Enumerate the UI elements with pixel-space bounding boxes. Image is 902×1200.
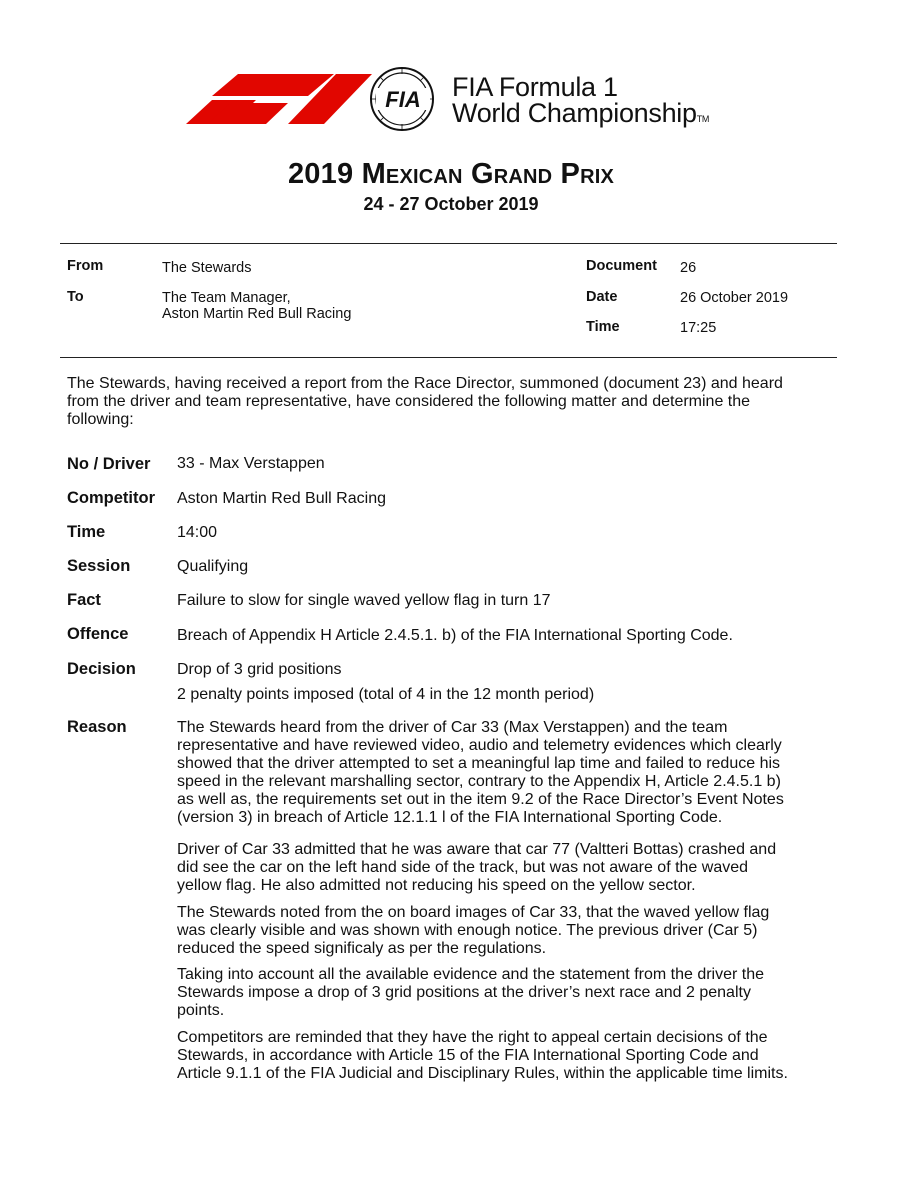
intro-line: following: (67, 411, 134, 428)
event-dates: 24 - 27 October 2019 (363, 194, 539, 214)
reason-line: yellow flag. He also admitted not reducing his speed on the yellow sector. (177, 877, 696, 894)
to-label: To (67, 289, 84, 305)
reason-paragraph (177, 904, 842, 958)
reason-label: Reason (67, 718, 127, 736)
reason-line: The Stewards noted from the on board images of Car 33, that the waved yellow flag (177, 904, 770, 921)
fia-seal-logo (366, 66, 444, 132)
document-label: Document (586, 258, 657, 274)
competitor-value: Aston Martin Red Bull Racing (177, 490, 386, 507)
reason-line: representative and have reviewed video, audio and telemetry evidences which clearly (177, 737, 782, 754)
event-year: 2019 (287, 158, 354, 190)
intro-line: from the driver and team representative, have considered the following matter and determine the (67, 393, 751, 410)
reason-line: points. (177, 1002, 225, 1019)
time-label: Time (586, 319, 620, 335)
driver-label: No / Driver (67, 455, 151, 473)
reason-paragraph (177, 966, 842, 1020)
reason-line: Taking into account all the available evidence and the statement from the driver the (177, 966, 765, 983)
document-value: 26 (680, 260, 697, 276)
incident-time-label: Time (67, 523, 106, 541)
intro-line: The Stewards, having received a report from the Race Director, summoned (document 23) and heard (67, 375, 783, 392)
fact-value: Failure to slow for single waved yellow flag in turn 17 (177, 592, 551, 609)
date-value: 26 October 2019 (680, 290, 789, 306)
session-label: Session (67, 557, 131, 575)
incident-time-value: 14:00 (177, 524, 218, 541)
to-value-line-2: Aston Martin Red Bull Racing (162, 306, 352, 322)
reason-line: (version 3) in breach of Article 12.1.1 l of the FIA International Sporting Code. (177, 809, 723, 826)
decision-label: Decision (67, 660, 136, 678)
session-value: Qualifying (177, 558, 249, 575)
reason-paragraph (177, 719, 842, 827)
fact-label: Fact (67, 591, 101, 609)
brand-line-2 (452, 98, 709, 129)
document-header (0, 60, 902, 138)
decision-value: Drop of 3 grid positions (177, 661, 342, 678)
reason-paragraph (177, 1029, 842, 1083)
event-name: Mexican Grand Prix (361, 158, 615, 190)
reason-line: Stewards, in accordance with Article 15 of the FIA International Sporting Code and (177, 1047, 759, 1064)
decision-value-2: 2 penalty points imposed (total of 4 in the 12 month period) (177, 686, 595, 703)
reason-line: showed that the driver attempted to set a meaningful lap time and failed to reduce his (177, 755, 781, 772)
reason-line: was clearly visible and was shown with enough notice. The previous driver (Car 5) (177, 922, 758, 939)
time-value: 17:25 (680, 320, 717, 336)
reason-line: speed in the relevant marshalling sector, contrary to the Appendix H, Article 2.4.5.1 b) (177, 773, 781, 790)
from-value: The Stewards (162, 260, 252, 276)
brand-line-1: FIA Formula 1 (452, 72, 618, 102)
intro-paragraph (67, 375, 842, 429)
competitor-label: Competitor (67, 489, 155, 507)
reason-line: Article 9.1.1 of the FIA Judicial and Disciplinary Rules, within the applicable time limits. (177, 1065, 788, 1082)
from-label: From (67, 258, 104, 274)
reason-line: did see the car on the left hand side of the track, but was not aware of the waved (177, 859, 749, 876)
to-value-line-1: The Team Manager, (162, 290, 291, 306)
header-divider-bottom (60, 357, 837, 358)
brand-line-2-text: World Championship (452, 98, 697, 128)
reason-line: Driver of Car 33 admitted that he was aware that car 77 (Valtteri Bottas) crashed and (177, 841, 777, 858)
offence-label: Offence (67, 625, 129, 643)
reason-line: as well as, the requirements set out in the item 9.2 of the Race Director’s Event Notes (177, 791, 784, 808)
reason-paragraph (177, 841, 842, 895)
event-title (0, 158, 902, 191)
driver-value: 33 - Max Verstappen (177, 455, 325, 472)
header-divider-top (60, 243, 837, 244)
reason-line: The Stewards heard from the driver of Car 33 (Max Verstappen) and the team (177, 719, 728, 736)
offence-value: Breach of Appendix H Article 2.4.5.1. b) of the FIA International Sporting Code. (177, 627, 733, 644)
reason-line: Competitors are reminded that they have the right to appeal certain decisions of the (177, 1029, 768, 1046)
date-label: Date (586, 289, 618, 305)
svg-text:FIA: FIA (385, 87, 421, 112)
reason-line: Stewards impose a drop of 3 grid positions at the driver’s next race and 2 penalty (177, 984, 751, 1001)
trademark-mark: TM (696, 114, 710, 124)
reason-line: reduced the speed significaly as per the regulations. (177, 940, 547, 957)
f1-logo (186, 74, 372, 124)
